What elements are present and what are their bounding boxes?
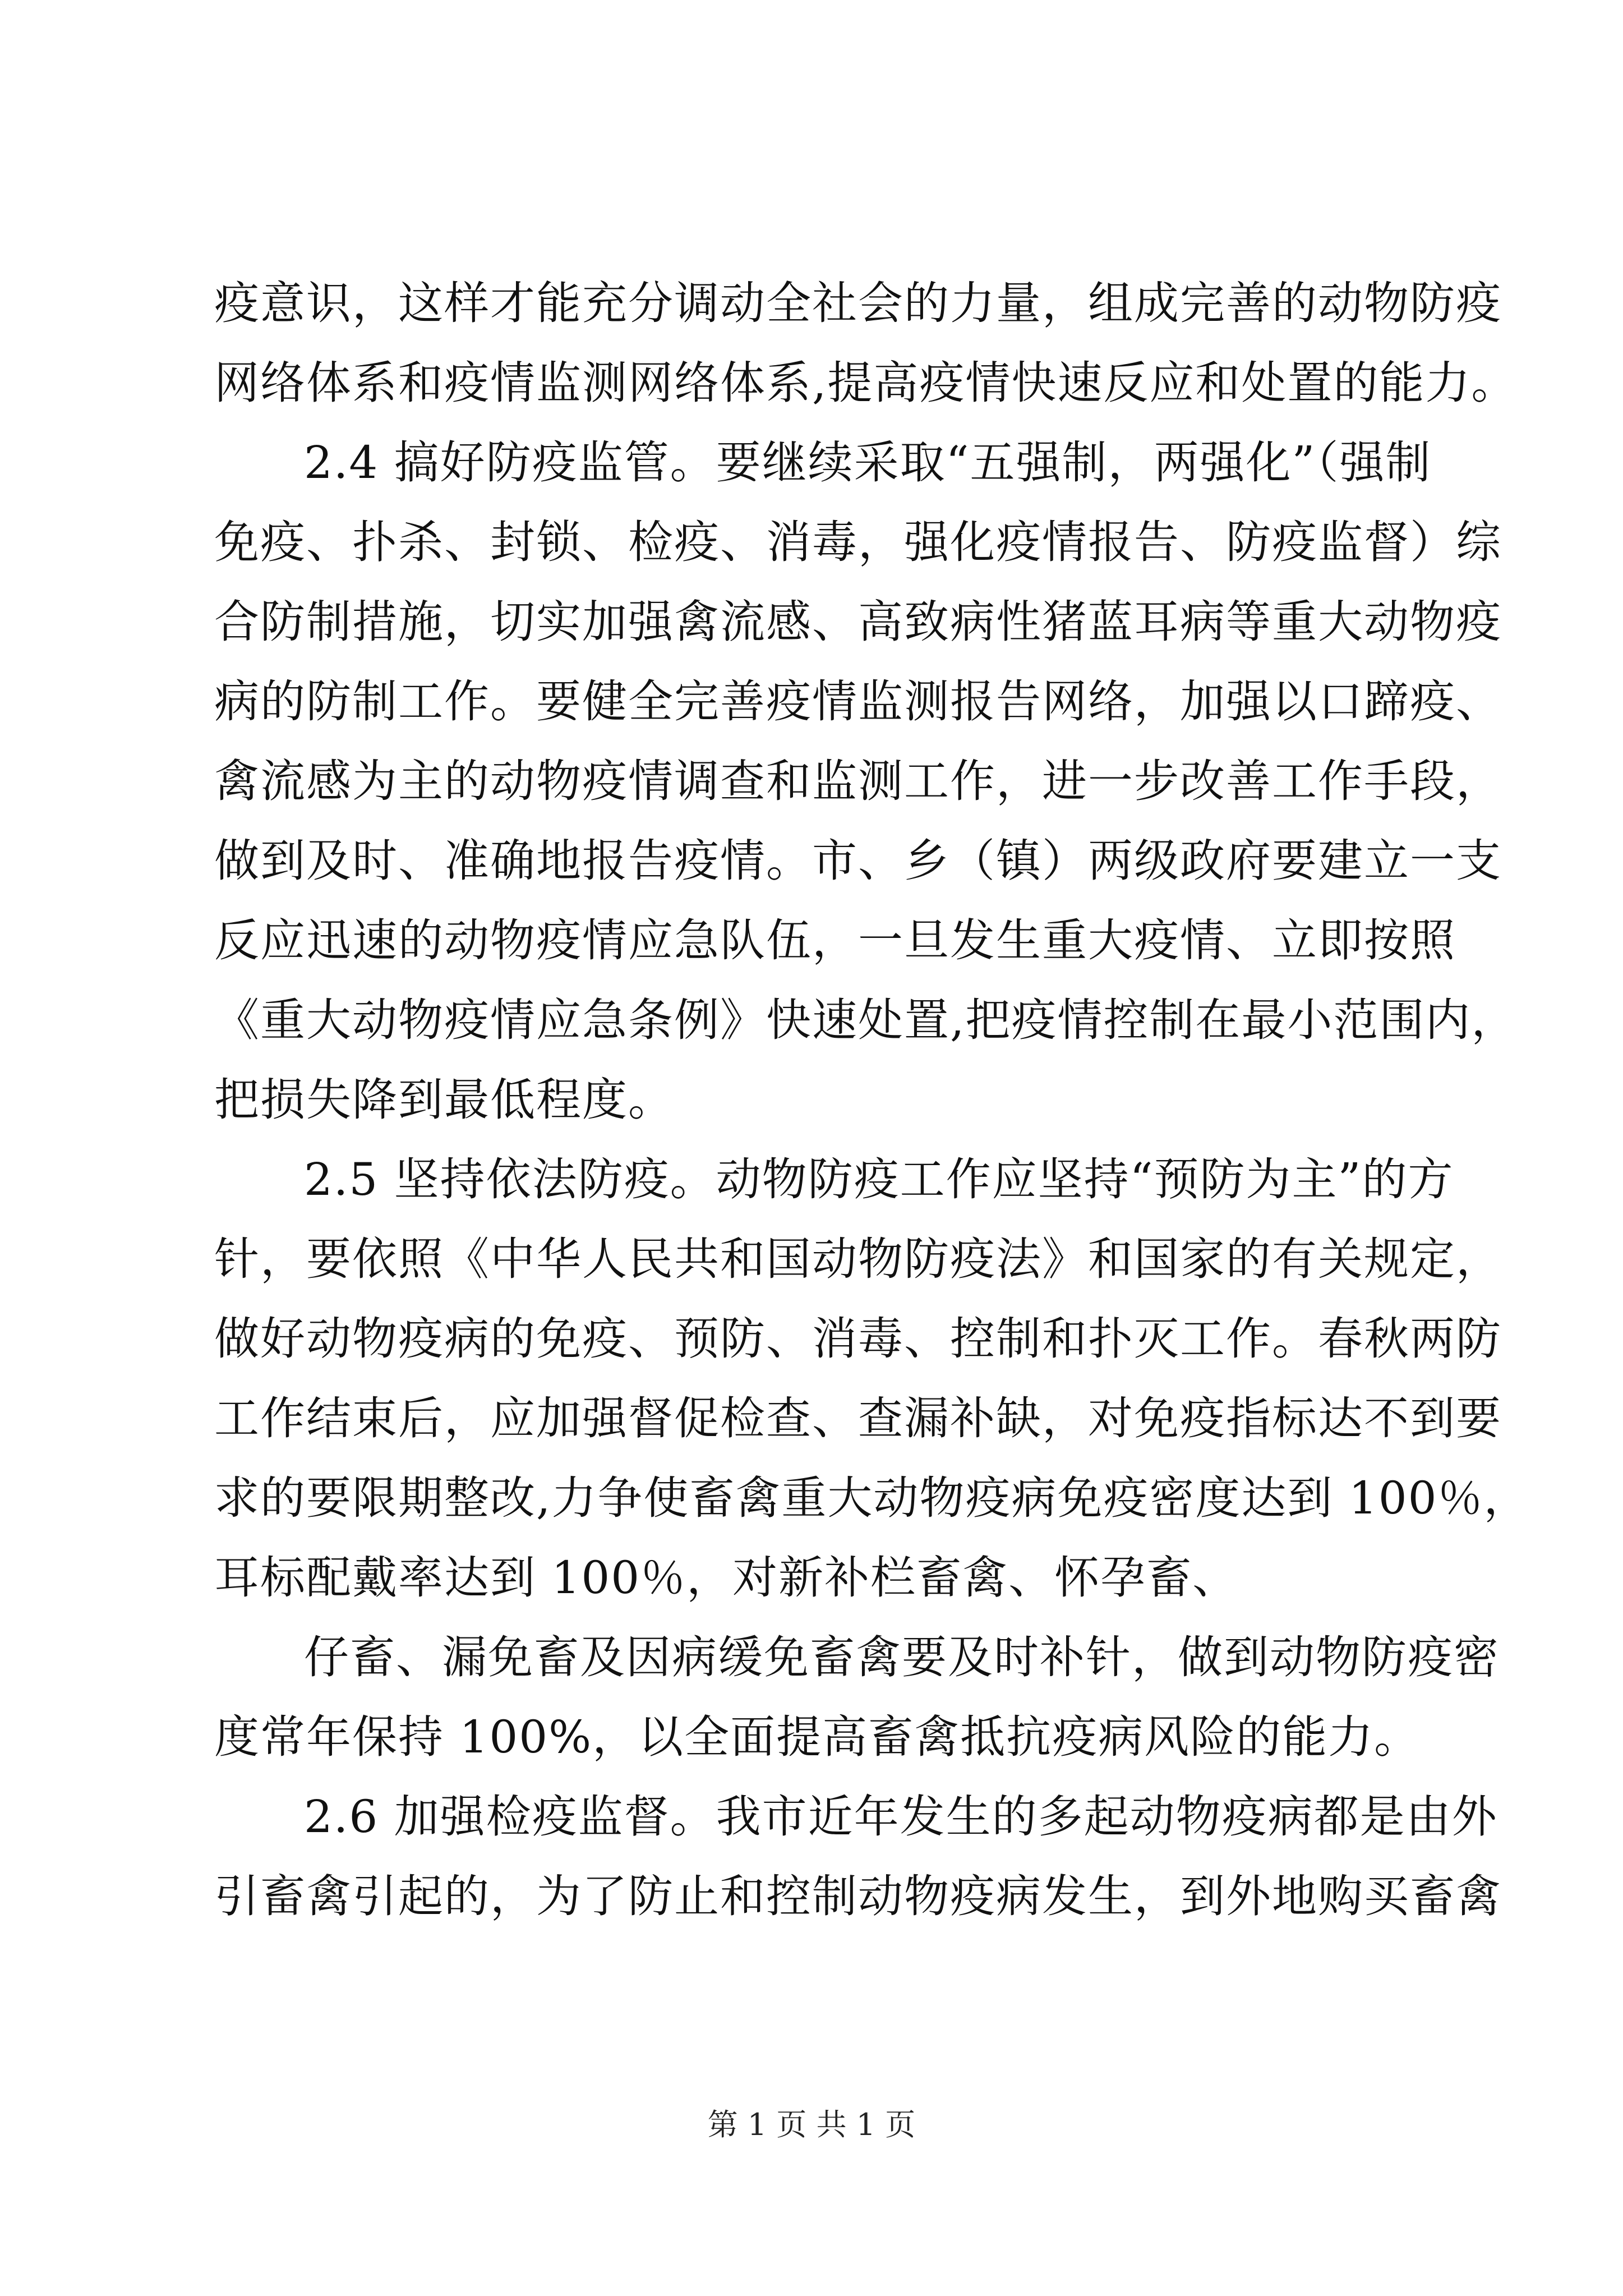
text-line: 做到及时、准确地报告疫情。市、乡（镇）两级政府要建立一支 — [214, 835, 1502, 887]
text-line: 耳标配戴率达到 100％，对新补栏畜禽、怀孕畜、 — [214, 1552, 1239, 1604]
text-line: 度常年保持 100%，以全面提高畜禽抵抗疫病风险的能力。 — [214, 1711, 1421, 1763]
text-line: 反应迅速的动物疫情应急队伍，一旦发生重大疫情、立即按照 — [214, 914, 1456, 967]
text-line: 病的防制工作。要健全完善疫情监测报告网络，加强以口蹄疫、 — [214, 675, 1502, 728]
text-line: 做好动物疫病的免疫、预防、消毒、控制和扑灭工作。春秋两防 — [214, 1313, 1502, 1365]
text-line: 合防制措施，切实加强禽流感、高致病性猪蓝耳病等重大动物疫 — [214, 596, 1502, 648]
text-line: 《重大动物疫情应急条例》快速处置,把疫情控制在最小范围内， — [214, 994, 1518, 1046]
document-body — [214, 264, 1530, 1936]
text-line: 疫意识，这样才能充分调动全社会的力量，组成完善的动物防疫 — [214, 277, 1502, 329]
paragraph-first-line: 仔畜、漏免畜及因病缓免畜禽要及时补针，做到动物防疫密 — [304, 1631, 1500, 1683]
text-line: 免疫、扑杀、封锁、检疫、消毒，强化疫情报告、防疫监督）综 — [214, 516, 1502, 568]
text-line: 引畜禽引起的，为了防止和控制动物疫病发生，到外地购买畜禽 — [214, 1870, 1502, 1922]
text-line: 针，要依照《中华人民共和国动物防疫法》和国家的有关规定， — [214, 1233, 1502, 1285]
text-line: 网络体系和疫情监测网络体系,提高疫情快速反应和处置的能力。 — [214, 357, 1518, 409]
section-2-6-first-line: 2.6 加强检疫监督。我市近年发生的多起动物疫病都是由外 — [304, 1791, 1498, 1843]
page-footer: 第 1 页 共 1 页 — [707, 2107, 916, 2142]
text-line: 求的要限期整改,力争使畜禽重大动物疫病免疫密度达到 100％， — [214, 1472, 1530, 1524]
section-2-4-first-line: 2.4 搞好防疫监管。要继续采取“五强制，两强化”（强制 — [304, 436, 1432, 489]
text-line: 工作结束后，应加强督促检查、查漏补缺，对免疫指标达不到要 — [214, 1392, 1502, 1444]
text-line: 把损失降到最低程度。 — [214, 1074, 674, 1126]
section-2-5-first-line: 2.5 坚持依法防疫。动物防疫工作应坚持“预防为主”的方 — [304, 1153, 1454, 1205]
text-line: 禽流感为主的动物疫情调查和监测工作，进一步改善工作手段， — [214, 755, 1502, 807]
